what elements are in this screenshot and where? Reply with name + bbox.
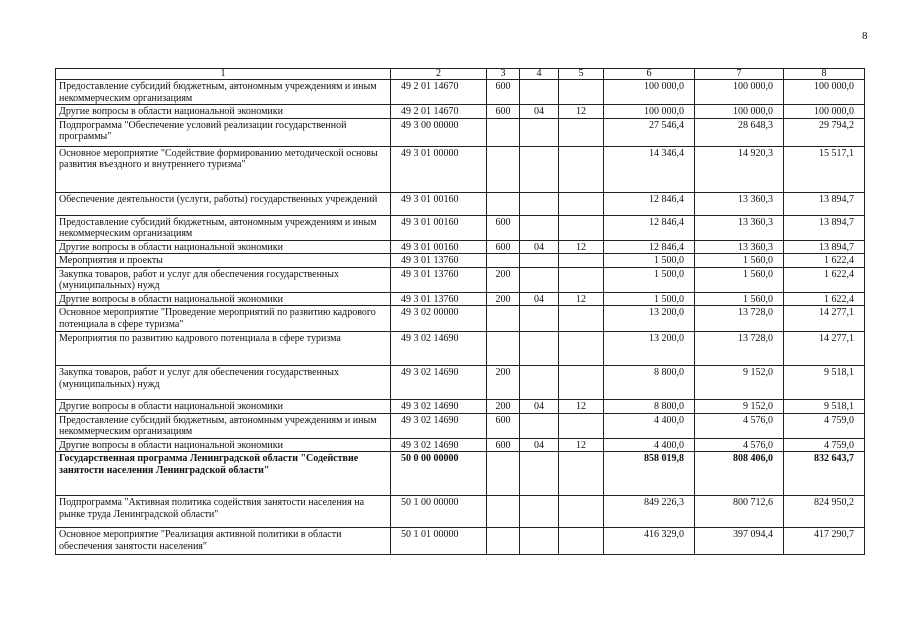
row-name-cell: Другие вопросы в области национальной экономики — [56, 292, 391, 306]
amount-year3-cell: 14 277,1 — [784, 306, 865, 332]
header-cell: 5 — [559, 69, 604, 80]
section-cell: 04 — [520, 105, 559, 119]
kbk-code-cell: 49 3 02 14690 — [391, 332, 487, 366]
amount-year1-cell: 27 546,4 — [604, 118, 695, 146]
amount-year3-cell: 14 277,1 — [784, 332, 865, 366]
amount-year1-cell: 13 200,0 — [604, 306, 695, 332]
expense-type-cell: 600 — [487, 413, 520, 438]
section-cell — [520, 80, 559, 105]
amount-year1-cell: 100 000,0 — [604, 80, 695, 105]
amount-year2-cell: 800 712,6 — [695, 496, 784, 528]
section-cell: 04 — [520, 400, 559, 414]
amount-year3-cell: 824 950,2 — [784, 496, 865, 528]
amount-year1-cell: 4 400,0 — [604, 438, 695, 452]
row-name-cell: Государственная программа Ленинградской области "Содействие занятости населения Ленинградской области" — [56, 452, 391, 496]
expense-type-cell — [487, 496, 520, 528]
expense-type-cell: 600 — [487, 80, 520, 105]
subsection-cell: 12 — [559, 400, 604, 414]
row-name-cell: Мероприятия и проекты — [56, 254, 391, 268]
row-name-cell: Обеспечение деятельности (услуги, работы) государственных учреждений — [56, 192, 391, 215]
amount-year1-cell: 12 846,4 — [604, 215, 695, 240]
table-row — [56, 496, 865, 528]
row-name-cell: Другие вопросы в области национальной экономики — [56, 438, 391, 452]
amount-year2-cell: 14 920,3 — [695, 146, 784, 192]
subsection-cell — [559, 267, 604, 292]
kbk-code-cell: 49 3 01 13760 — [391, 292, 487, 306]
table-row — [56, 438, 865, 452]
table-row — [56, 105, 865, 119]
section-cell — [520, 267, 559, 292]
section-cell — [520, 528, 559, 555]
section-cell — [520, 215, 559, 240]
amount-year2-cell: 100 000,0 — [695, 80, 784, 105]
amount-year1-cell: 4 400,0 — [604, 413, 695, 438]
table-row — [56, 146, 865, 192]
amount-year2-cell: 1 560,0 — [695, 267, 784, 292]
row-name-cell: Другие вопросы в области национальной экономики — [56, 240, 391, 254]
subsection-cell — [559, 118, 604, 146]
table-row — [56, 452, 865, 496]
table-row — [56, 254, 865, 268]
header-cell: 6 — [604, 69, 695, 80]
row-name-cell: Предоставление субсидий бюджетным, автономным учреждениям и иным некоммерческим организациям — [56, 215, 391, 240]
section-cell — [520, 146, 559, 192]
amount-year3-cell: 4 759,0 — [784, 413, 865, 438]
kbk-code-cell: 49 3 02 14690 — [391, 438, 487, 452]
amount-year3-cell: 417 290,7 — [784, 528, 865, 555]
subsection-cell: 12 — [559, 438, 604, 452]
kbk-code-cell: 49 3 01 00000 — [391, 146, 487, 192]
amount-year3-cell: 1 622,4 — [784, 254, 865, 268]
expense-type-cell — [487, 146, 520, 192]
section-cell — [520, 192, 559, 215]
amount-year2-cell: 13 728,0 — [695, 306, 784, 332]
amount-year3-cell: 9 518,1 — [784, 366, 865, 400]
expense-type-cell: 200 — [487, 267, 520, 292]
amount-year2-cell: 1 560,0 — [695, 254, 784, 268]
row-name-cell: Закупка товаров, работ и услуг для обеспечения государственных (муниципальных) нужд — [56, 267, 391, 292]
amount-year2-cell: 100 000,0 — [695, 105, 784, 119]
budget-table — [55, 68, 865, 555]
expense-type-cell — [487, 306, 520, 332]
row-name-cell: Предоставление субсидий бюджетным, автономным учреждениям и иным некоммерческим организациям — [56, 80, 391, 105]
section-cell — [520, 306, 559, 332]
kbk-code-cell: 49 3 02 00000 — [391, 306, 487, 332]
amount-year1-cell: 8 800,0 — [604, 366, 695, 400]
row-name-cell: Предоставление субсидий бюджетным, автономным учреждениям и иным некоммерческим организациям — [56, 413, 391, 438]
kbk-code-cell: 50 0 00 00000 — [391, 452, 487, 496]
amount-year1-cell: 416 329,0 — [604, 528, 695, 555]
amount-year2-cell: 28 648,3 — [695, 118, 784, 146]
expense-type-cell — [487, 254, 520, 268]
table-row — [56, 240, 865, 254]
amount-year2-cell: 9 152,0 — [695, 366, 784, 400]
row-name-cell: Подпрограмма "Активная политика содействия занятости населения на рынке труда Ленинградской области" — [56, 496, 391, 528]
section-cell: 04 — [520, 438, 559, 452]
subsection-cell — [559, 413, 604, 438]
expense-type-cell — [487, 118, 520, 146]
amount-year2-cell: 4 576,0 — [695, 413, 784, 438]
expense-type-cell — [487, 452, 520, 496]
amount-year2-cell: 13 360,3 — [695, 240, 784, 254]
table-row — [56, 400, 865, 414]
amount-year3-cell: 1 622,4 — [784, 267, 865, 292]
table-row — [56, 118, 865, 146]
expense-type-cell: 200 — [487, 366, 520, 400]
table-row — [56, 413, 865, 438]
section-cell: 04 — [520, 240, 559, 254]
amount-year2-cell: 397 094,4 — [695, 528, 784, 555]
subsection-cell — [559, 192, 604, 215]
kbk-code-cell: 49 3 01 00160 — [391, 240, 487, 254]
table-row — [56, 267, 865, 292]
row-name-cell: Мероприятия по развитию кадрового потенциала в сфере туризма — [56, 332, 391, 366]
amount-year2-cell: 13 360,3 — [695, 192, 784, 215]
row-name-cell: Основное мероприятие "Реализация активной политики в области обеспечения занятости населения" — [56, 528, 391, 555]
subsection-cell: 12 — [559, 240, 604, 254]
amount-year3-cell: 832 643,7 — [784, 452, 865, 496]
section-cell — [520, 118, 559, 146]
table-row — [56, 192, 865, 215]
expense-type-cell: 200 — [487, 292, 520, 306]
subsection-cell — [559, 254, 604, 268]
subsection-cell — [559, 332, 604, 366]
amount-year1-cell: 1 500,0 — [604, 267, 695, 292]
amount-year3-cell: 1 622,4 — [784, 292, 865, 306]
amount-year1-cell: 1 500,0 — [604, 254, 695, 268]
section-cell: 04 — [520, 292, 559, 306]
section-cell — [520, 254, 559, 268]
amount-year1-cell: 849 226,3 — [604, 496, 695, 528]
subsection-cell — [559, 80, 604, 105]
expense-type-cell: 600 — [487, 105, 520, 119]
subsection-cell — [559, 528, 604, 555]
kbk-code-cell: 49 3 02 14690 — [391, 400, 487, 414]
header-cell: 1 — [56, 69, 391, 80]
subsection-cell — [559, 452, 604, 496]
subsection-cell — [559, 215, 604, 240]
section-cell — [520, 413, 559, 438]
row-name-cell: Другие вопросы в области национальной экономики — [56, 105, 391, 119]
amount-year2-cell: 13 360,3 — [695, 215, 784, 240]
amount-year1-cell: 8 800,0 — [604, 400, 695, 414]
table-row — [56, 292, 865, 306]
amount-year3-cell: 100 000,0 — [784, 105, 865, 119]
subsection-cell — [559, 306, 604, 332]
kbk-code-cell: 49 3 01 00160 — [391, 215, 487, 240]
kbk-code-cell: 49 3 02 14690 — [391, 366, 487, 400]
kbk-code-cell: 49 3 02 14690 — [391, 413, 487, 438]
expense-type-cell — [487, 192, 520, 215]
amount-year1-cell: 1 500,0 — [604, 292, 695, 306]
kbk-code-cell: 49 3 01 13760 — [391, 267, 487, 292]
kbk-code-cell: 50 1 01 00000 — [391, 528, 487, 555]
section-cell — [520, 452, 559, 496]
kbk-code-cell: 49 3 01 13760 — [391, 254, 487, 268]
amount-year2-cell: 13 728,0 — [695, 332, 784, 366]
row-name-cell: Основное мероприятие "Проведение мероприятий по развитию кадрового потенциала в сфере туризма" — [56, 306, 391, 332]
amount-year3-cell: 100 000,0 — [784, 80, 865, 105]
table-row — [56, 306, 865, 332]
amount-year3-cell: 13 894,7 — [784, 192, 865, 215]
amount-year3-cell: 29 794,2 — [784, 118, 865, 146]
subsection-cell — [559, 496, 604, 528]
amount-year3-cell: 4 759,0 — [784, 438, 865, 452]
kbk-code-cell: 49 2 01 14670 — [391, 105, 487, 119]
amount-year3-cell: 9 518,1 — [784, 400, 865, 414]
expense-type-cell: 200 — [487, 400, 520, 414]
table-row — [56, 215, 865, 240]
table-row — [56, 528, 865, 555]
amount-year1-cell: 12 846,4 — [604, 192, 695, 215]
kbk-code-cell: 49 2 01 14670 — [391, 80, 487, 105]
section-cell — [520, 496, 559, 528]
expense-type-cell — [487, 528, 520, 555]
row-name-cell: Другие вопросы в области национальной экономики — [56, 400, 391, 414]
amount-year1-cell: 100 000,0 — [604, 105, 695, 119]
page-number: 8 — [862, 30, 868, 42]
subsection-cell: 12 — [559, 105, 604, 119]
amount-year1-cell: 13 200,0 — [604, 332, 695, 366]
kbk-code-cell: 49 3 01 00160 — [391, 192, 487, 215]
header-cell: 7 — [695, 69, 784, 80]
row-name-cell: Подпрограмма "Обеспечение условий реализации государственной программы" — [56, 118, 391, 146]
table-row — [56, 80, 865, 105]
amount-year2-cell: 9 152,0 — [695, 400, 784, 414]
amount-year2-cell: 1 560,0 — [695, 292, 784, 306]
expense-type-cell: 600 — [487, 240, 520, 254]
amount-year1-cell: 12 846,4 — [604, 240, 695, 254]
row-name-cell: Основное мероприятие "Содействие формированию методической основы развития въездного и внутреннего туризма" — [56, 146, 391, 192]
header-row — [56, 69, 865, 80]
section-cell — [520, 332, 559, 366]
amount-year3-cell: 15 517,1 — [784, 146, 865, 192]
row-name-cell: Закупка товаров, работ и услуг для обеспечения государственных (муниципальных) нужд — [56, 366, 391, 400]
subsection-cell — [559, 146, 604, 192]
amount-year2-cell: 808 406,0 — [695, 452, 784, 496]
table-row — [56, 332, 865, 366]
header-cell: 3 — [487, 69, 520, 80]
subsection-cell: 12 — [559, 292, 604, 306]
amount-year1-cell: 858 019,8 — [604, 452, 695, 496]
kbk-code-cell: 50 1 00 00000 — [391, 496, 487, 528]
expense-type-cell: 600 — [487, 438, 520, 452]
expense-type-cell: 600 — [487, 215, 520, 240]
amount-year3-cell: 13 894,7 — [784, 240, 865, 254]
amount-year3-cell: 13 894,7 — [784, 215, 865, 240]
section-cell — [520, 366, 559, 400]
amount-year1-cell: 14 346,4 — [604, 146, 695, 192]
subsection-cell — [559, 366, 604, 400]
amount-year2-cell: 4 576,0 — [695, 438, 784, 452]
header-cell: 4 — [520, 69, 559, 80]
header-cell: 8 — [784, 69, 865, 80]
header-cell: 2 — [391, 69, 487, 80]
kbk-code-cell: 49 3 00 00000 — [391, 118, 487, 146]
expense-type-cell — [487, 332, 520, 366]
table-row — [56, 366, 865, 400]
